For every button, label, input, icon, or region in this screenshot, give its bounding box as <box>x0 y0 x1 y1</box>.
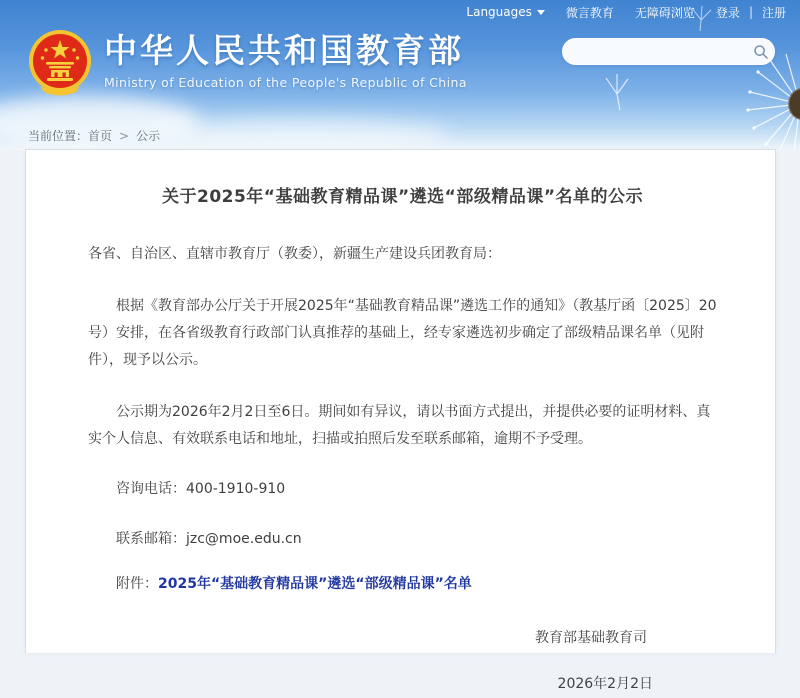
chevron-down-icon <box>537 10 545 15</box>
login-link[interactable]: 登录 <box>715 5 740 20</box>
breadcrumb-separator: > <box>119 129 130 143</box>
breadcrumb-current-link[interactable]: 公示 <box>136 129 161 143</box>
phone-number: 400-1910-910 <box>186 481 286 497</box>
languages-label: Languages <box>466 5 532 19</box>
topbar <box>466 0 786 24</box>
attachment-link[interactable]: 2025年“基础教育精品课”遴选“部级精品课”名单 <box>158 576 472 592</box>
accessibility-link[interactable]: 无障碍浏览 <box>634 5 695 20</box>
email-address: jzc@moe.edu.cn <box>186 531 302 547</box>
cloud-decoration <box>150 118 450 150</box>
national-emblem-icon <box>28 28 92 98</box>
brand-text <box>104 28 467 90</box>
breadcrumb-home-link[interactable]: 首页 <box>88 129 113 143</box>
register-link[interactable]: 注册 <box>761 5 786 20</box>
paragraph-basis: 根据《教育部办公厅关于开展2025年“基础教育精品课”遴选工作的通知》（教基厅函〔2025〕20号）安排，在各省级教育行政部门认真推荐的基础上，经专家遴选初步确定了部级精品课名单（见附件），现予以公示。 <box>88 298 717 368</box>
attachment-line <box>88 571 717 598</box>
email-line <box>88 526 717 553</box>
languages-menu[interactable] <box>466 5 544 19</box>
phone-line <box>88 476 717 503</box>
site-title: 中华人民共和国教育部 <box>104 31 464 70</box>
weiyan-education-link[interactable]: 微言教育 <box>565 5 614 20</box>
dandelion-icon <box>730 52 800 150</box>
site-subtitle: Ministry of Education of the People's Republic of China <box>104 75 467 90</box>
salutation-line: 各省、自治区、直辖市教育厅（教委），新疆生产建设兵团教育局： <box>88 246 501 262</box>
publish-date: 2026年2月2日 <box>557 676 653 692</box>
signature: 教育部基础教育司 <box>535 630 647 646</box>
breadcrumb <box>28 127 160 144</box>
dandelion-seed-icon <box>600 72 634 112</box>
search-button[interactable] <box>753 44 769 60</box>
content-panel <box>25 149 776 692</box>
search-input[interactable] <box>577 39 753 64</box>
breadcrumb-label: 当前位置： <box>28 129 89 143</box>
phone-label: 咨询电话： <box>116 481 186 497</box>
search-icon <box>753 44 769 60</box>
site-logo[interactable] <box>28 28 467 98</box>
topbar-divider: | <box>748 5 753 19</box>
search-box[interactable] <box>562 38 775 65</box>
email-label: 联系邮箱： <box>116 531 186 547</box>
paragraph-publicity-period: 公示期为2026年2月2日至6日。期间如有异议，请以书面方式提出，并提供必要的证明材料、真实个人信息、有效联系电话和地址，扫描或拍照后发至联系邮箱，逾期不予受理。 <box>88 404 711 447</box>
attachment-label: 附件： <box>116 576 158 592</box>
article-title: 关于2025年“基础教育精品课”遴选“部级精品课”名单的公示 <box>161 187 643 207</box>
